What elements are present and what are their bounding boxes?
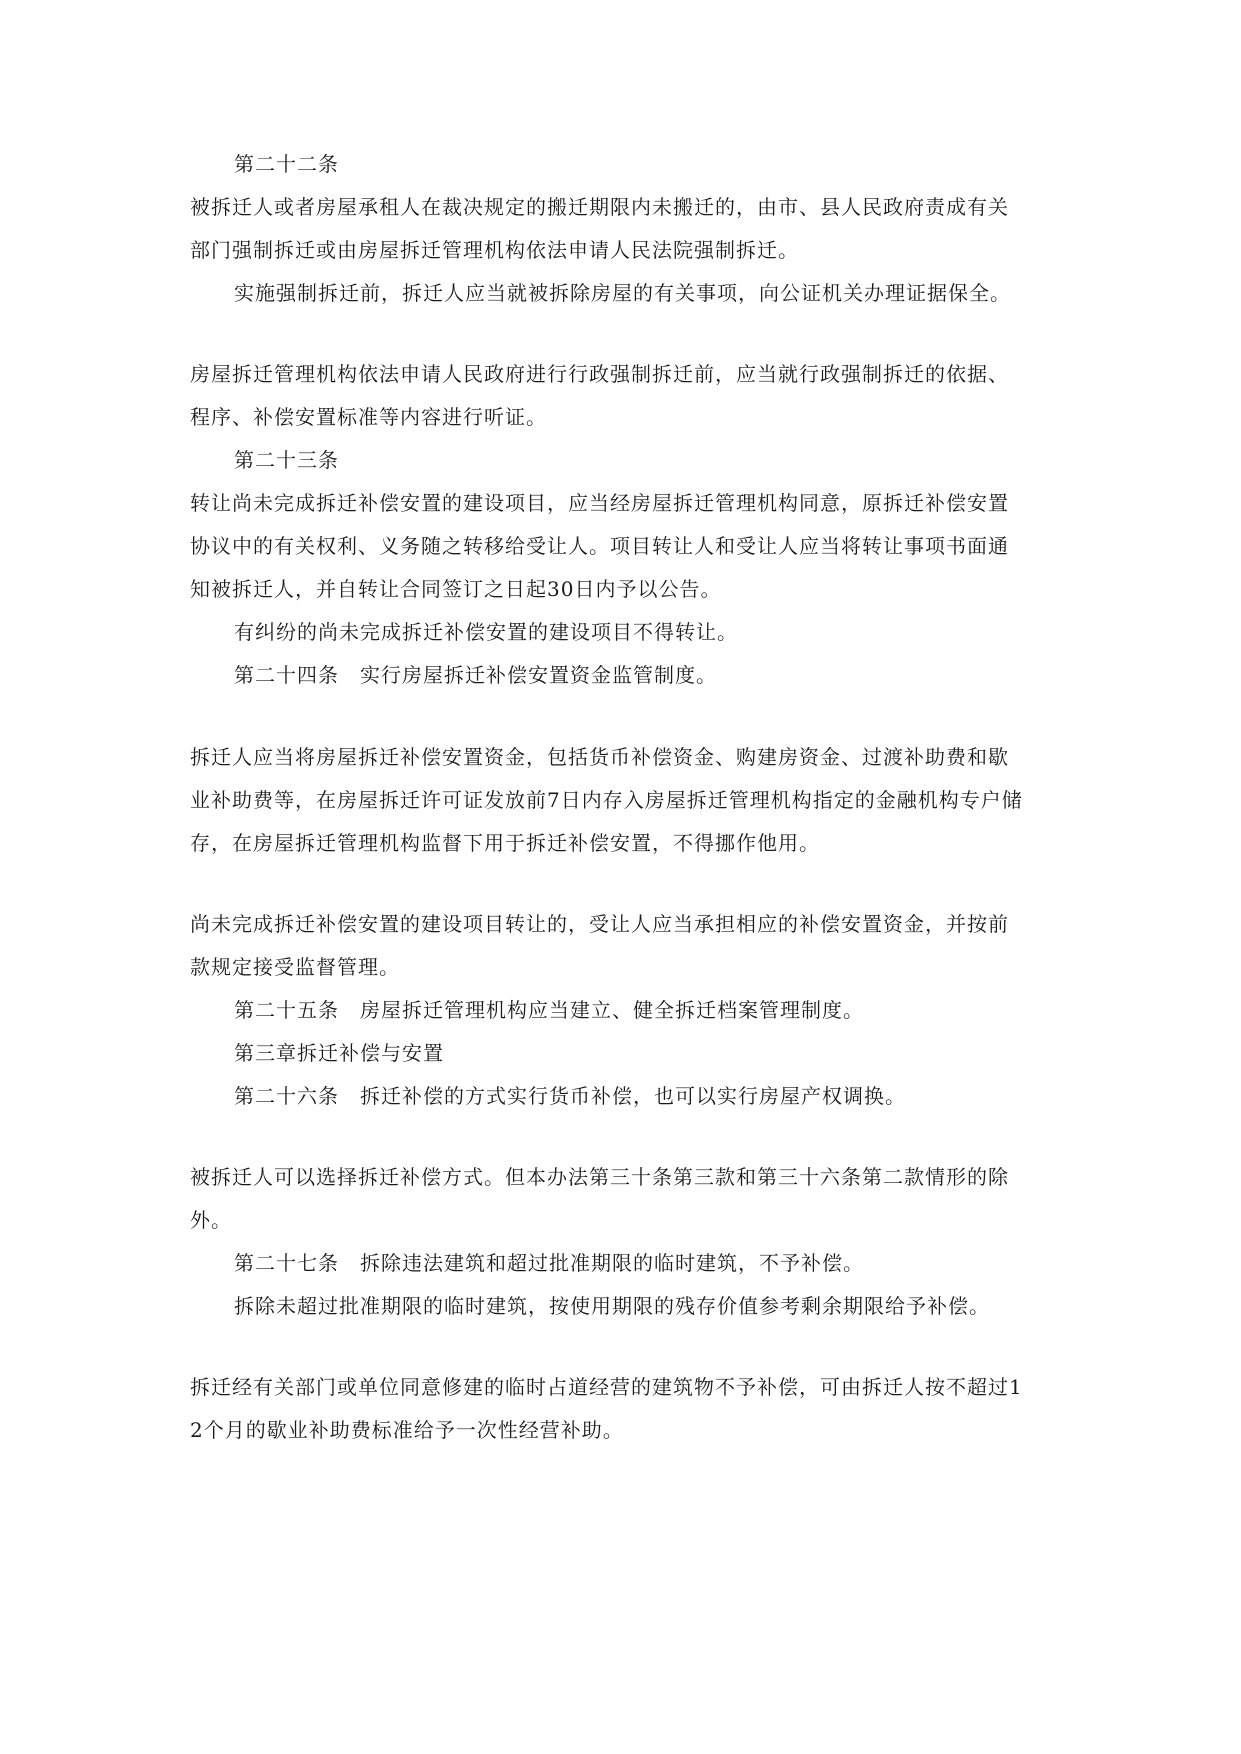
article-heading: 第二十五条 房屋拆迁管理机构应当建立、健全拆迁档案管理制度。 — [234, 998, 864, 1022]
paragraph-line: 转让尚未完成拆迁补偿安置的建设项目，应当经房屋拆迁管理机构同意，原拆迁补偿安置 — [190, 491, 1009, 515]
paragraph-line: 拆迁经有关部门或单位同意修建的临时占道经营的建筑物不予补偿，可由拆迁人按不超过1 — [190, 1375, 1023, 1399]
paragraph-line: 存，在房屋拆迁管理机构监督下用于拆迁补偿安置，不得挪作他用。 — [190, 831, 820, 855]
article-heading: 第二十四条 实行房屋拆迁补偿安置资金监管制度。 — [234, 663, 717, 687]
article-heading: 第二十二条 — [234, 152, 339, 176]
paragraph-line: 款规定接受监督管理。 — [190, 955, 400, 979]
paragraph-line: 有纠纷的尚未完成拆迁补偿安置的建设项目不得转让。 — [234, 620, 738, 644]
paragraph-line: 业补助费等，在房屋拆迁许可证发放前7日内存入房屋拆迁管理机构指定的金融机构专户储 — [190, 788, 1023, 812]
paragraph-line: 被拆迁人可以选择拆迁补偿方式。但本办法第三十条第三款和第三十六条第二款情形的除 — [190, 1165, 1009, 1189]
paragraph-line: 拆除未超过批准期限的临时建筑，按使用期限的残存价值参考剩余期限给予补偿。 — [234, 1294, 990, 1318]
paragraph-line: 协议中的有关权利、义务随之转移给受让人。项目转让人和受让人应当将转让事项书面通 — [190, 534, 1009, 558]
paragraph-line: 知被拆迁人，并自转让合同签订之日起30日内予以公告。 — [190, 577, 722, 601]
paragraph-line: 程序、补偿安置标准等内容进行听证。 — [190, 405, 547, 429]
paragraph-line: 被拆迁人或者房屋承租人在裁决规定的搬迁期限内未搬迁的，由市、县人民政府责成有关 — [190, 195, 1009, 219]
paragraph-line: 部门强制拆迁或由房屋拆迁管理机构依法申请人民法院强制拆迁。 — [190, 238, 799, 262]
paragraph-line: 拆迁人应当将房屋拆迁补偿安置资金，包括货币补偿资金、购建房资金、过渡补助费和歇 — [190, 745, 1009, 769]
paragraph-line: 2个月的歇业补助费标准给予一次性经营补助。 — [190, 1418, 624, 1442]
chapter-heading: 第三章拆迁补偿与安置 — [234, 1041, 444, 1065]
paragraph-line: 尚未完成拆迁补偿安置的建设项目转让的，受让人应当承担相应的补偿安置资金，并按前 — [190, 912, 1009, 936]
paragraph-line: 房屋拆迁管理机构依法申请人民政府进行行政强制拆迁前，应当就行政强制拆迁的依据、 — [190, 362, 1009, 386]
paragraph-line: 实施强制拆迁前，拆迁人应当就被拆除房屋的有关事项，向公证机关办理证据保全。 — [234, 281, 1011, 305]
article-heading: 第二十三条 — [234, 448, 339, 472]
article-heading: 第二十七条 拆除违法建筑和超过批准期限的临时建筑，不予补偿。 — [234, 1251, 864, 1275]
article-heading: 第二十六条 拆迁补偿的方式实行货币补偿，也可以实行房屋产权调换。 — [234, 1084, 906, 1108]
paragraph-line: 外。 — [190, 1208, 232, 1232]
